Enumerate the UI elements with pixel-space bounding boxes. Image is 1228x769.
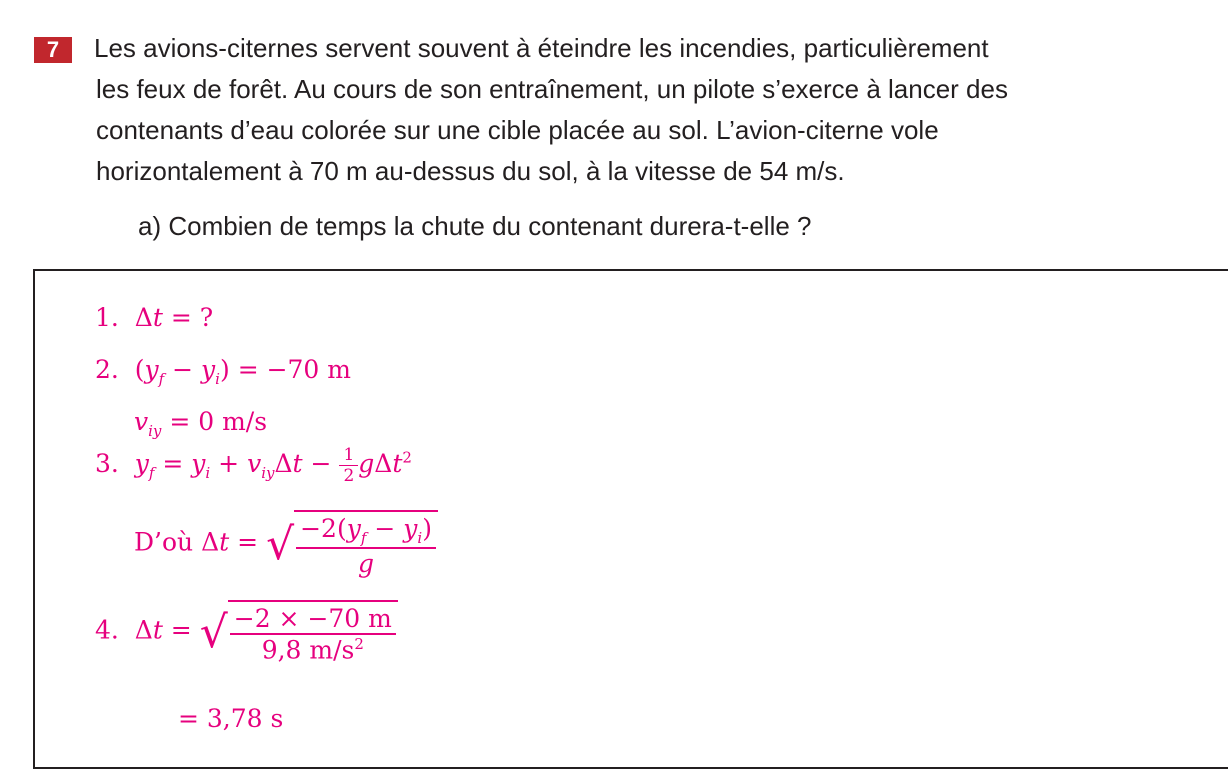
step-2-displacement: = −70 m: [237, 355, 351, 384]
step-3-label: 3.: [95, 449, 119, 478]
step-4-denominator: 9,8 m/s: [261, 635, 355, 665]
step-3-prefix: D’où: [134, 527, 194, 557]
exercise-number-badge: 7: [34, 37, 72, 63]
solution-step-3-isolated: D’où Δt = √ $\frac{-2(y_f - y_i)}{g}$: [134, 510, 438, 578]
solution-step-4-result: [178, 704, 283, 733]
problem-line-4: horizontalement à 70 m au-dessus du sol, à la vitesse de 54 m/s.: [96, 156, 845, 186]
step-2-viy-value: = 0 m/s: [169, 407, 268, 436]
step-2-label: 2.: [95, 355, 119, 384]
problem-statement: [94, 28, 1204, 192]
solution-step-3-equation: 3. $y_f = y_i + v_{iy}\Delta t$ − $\frac{1}{2}$ gΔt$^2$: [95, 445, 412, 486]
problem-line-3: contenants d’eau colorée sur une cible placée au sol. L’avion-citerne vole: [96, 115, 939, 145]
step-4-square-root: √ $\frac{-2 \times -70 m}{9,8 m/s^2}$: [200, 600, 398, 664]
step-3-numerator: −2(: [300, 514, 347, 543]
solution-step-4: 4. Δt = √ $\frac{-2 \times -70 m}{9,8 m/s^2}$: [95, 600, 398, 664]
step-3-square-root: √ $\frac{-2(y_f - y_i)}{g}$: [266, 510, 438, 578]
step-4-result: = 3,78 s: [178, 704, 284, 733]
question-a: a) Combien de temps la chute du contenant durera-t-elle ?: [138, 211, 812, 241]
step-4-numerator: −2 × −70 m: [230, 604, 396, 635]
step-4-label: 4.: [95, 615, 119, 645]
solution-step-2-viy: $v_{iy} = 0$ m/s: [134, 407, 268, 440]
step-3-denominator: g: [358, 549, 375, 578]
solution-step-2: 2. $(y_f - y_i) = -70$ m: [95, 355, 351, 388]
step-1-unknown: = ?: [170, 303, 214, 332]
problem-line-1: Les avions-citernes servent souvent à éteindre les incendies, particulièrement: [94, 33, 989, 63]
step-1-label: 1.: [95, 303, 119, 332]
solution-step-1: 1. Δt = ?: [95, 303, 214, 332]
problem-line-2: les feux de forêt. Au cours de son entraînement, un pilote s’exerce à lancer des: [96, 74, 1008, 104]
